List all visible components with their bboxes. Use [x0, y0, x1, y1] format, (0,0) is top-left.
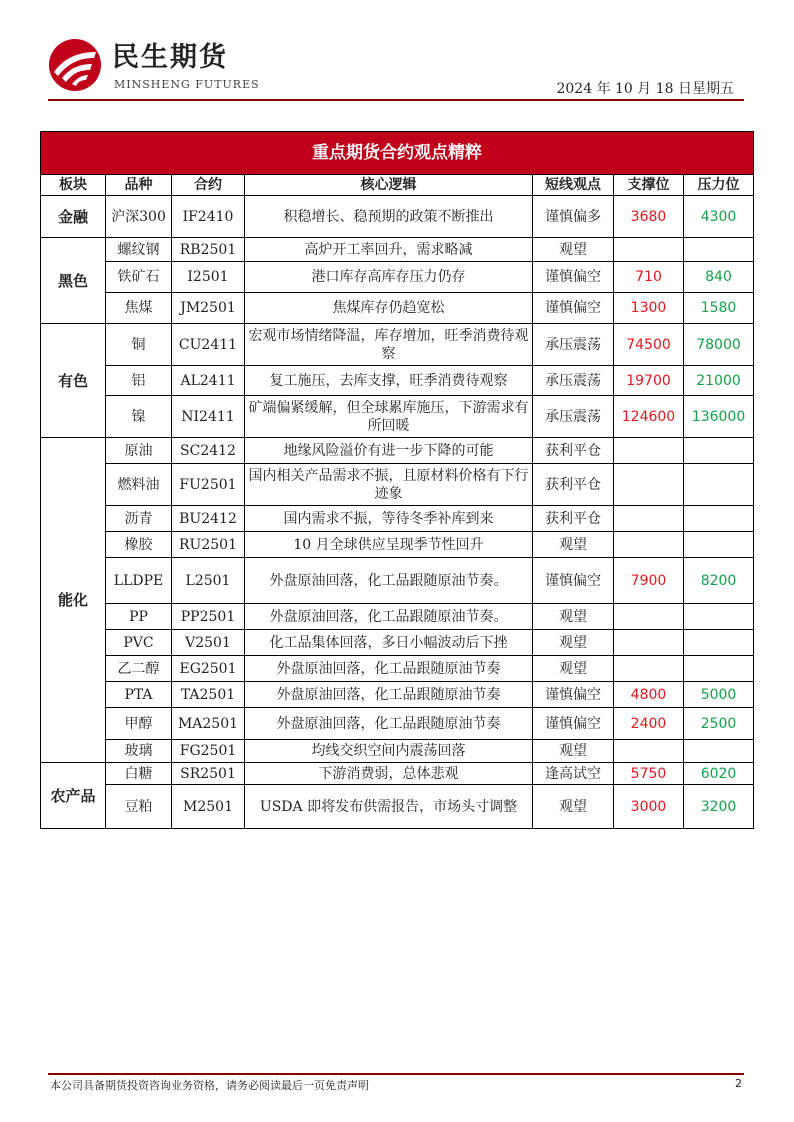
view-cell: 观望 — [533, 238, 614, 262]
resistance-cell — [684, 532, 754, 558]
support-cell: 2400 — [614, 708, 684, 740]
view-cell: 谨慎偏多 — [533, 196, 614, 238]
table-row — [41, 785, 754, 829]
resistance-cell — [684, 740, 754, 763]
resistance-cell — [684, 656, 754, 682]
logic-cell: 国内需求不振，等待冬季补库到来 — [245, 506, 533, 532]
contract-cell: V2501 — [172, 630, 245, 656]
support-cell — [614, 656, 684, 682]
minsheng-logo-icon — [48, 38, 102, 92]
contract-cell: SR2501 — [172, 763, 245, 785]
support-cell — [614, 238, 684, 262]
variety-cell: 乙二醇 — [106, 656, 172, 682]
resistance-cell: 21000 — [684, 366, 754, 396]
logic-cell: 积稳增长、稳预期的政策不断推出 — [245, 196, 533, 238]
sector-cell: 金融 — [41, 196, 106, 238]
view-cell: 获利平仓 — [533, 464, 614, 506]
view-cell: 观望 — [533, 532, 614, 558]
sector-cell: 农产品 — [41, 763, 106, 829]
table-row — [41, 506, 754, 532]
logic-cell: 外盘原油回落，化工品跟随原油节奏 — [245, 708, 533, 740]
support-cell — [614, 464, 684, 506]
sector-cell: 黑色 — [41, 238, 106, 324]
contract-cell: CU2411 — [172, 324, 245, 366]
logic-cell: 均线交织空间内震荡回落 — [245, 740, 533, 763]
footer-divider — [48, 1073, 744, 1075]
view-cell: 承压震荡 — [533, 396, 614, 438]
support-cell: 3680 — [614, 196, 684, 238]
table-row — [41, 464, 754, 506]
table-title: 重点期货合约观点精粹 — [41, 132, 754, 175]
resistance-cell — [684, 604, 754, 630]
table-row — [41, 438, 754, 464]
support-cell — [614, 506, 684, 532]
table-row — [41, 656, 754, 682]
variety-cell: 豆粕 — [106, 785, 172, 829]
resistance-cell: 78000 — [684, 324, 754, 366]
resistance-cell — [684, 464, 754, 506]
support-cell: 19700 — [614, 366, 684, 396]
column-header: 品种 — [106, 175, 172, 196]
variety-cell: 铁矿石 — [106, 262, 172, 293]
variety-cell: 铜 — [106, 324, 172, 366]
view-cell: 谨慎偏空 — [533, 293, 614, 324]
contract-cell: BU2412 — [172, 506, 245, 532]
logic-cell: 港口库存高库存压力仍存 — [245, 262, 533, 293]
variety-cell: 玻璃 — [106, 740, 172, 763]
contract-cell: NI2411 — [172, 396, 245, 438]
contract-cell: MA2501 — [172, 708, 245, 740]
view-cell: 承压震荡 — [533, 366, 614, 396]
table-header-row — [41, 175, 754, 196]
logic-cell: 高炉开工率回升，需求略减 — [245, 238, 533, 262]
view-cell: 逢高试空 — [533, 763, 614, 785]
support-cell: 74500 — [614, 324, 684, 366]
variety-cell: PTA — [106, 682, 172, 708]
logic-cell: 下游消费弱，总体悲观 — [245, 763, 533, 785]
table-row — [41, 558, 754, 604]
contract-cell: TA2501 — [172, 682, 245, 708]
resistance-cell: 8200 — [684, 558, 754, 604]
support-cell: 7900 — [614, 558, 684, 604]
logic-cell: 外盘原油回落，化工品跟随原油节奏 — [245, 656, 533, 682]
table-body — [41, 196, 754, 829]
column-header: 压力位 — [684, 175, 754, 196]
table-row — [41, 763, 754, 785]
futures-views-table — [40, 131, 754, 829]
logic-cell: 国内相关产品需求不振，且原材料价格有下行迹象 — [245, 464, 533, 506]
logic-cell: 化工品集体回落，多日小幅波动后下挫 — [245, 630, 533, 656]
resistance-cell: 6020 — [684, 763, 754, 785]
contract-cell: RU2501 — [172, 532, 245, 558]
logic-cell: 焦煤库存仍趋宽松 — [245, 293, 533, 324]
resistance-cell: 1580 — [684, 293, 754, 324]
contract-cell: SC2412 — [172, 438, 245, 464]
view-cell: 观望 — [533, 740, 614, 763]
brand-name-en: MINSHENG FUTURES — [114, 78, 260, 91]
logic-cell: USDA 即将发布供需报告，市场头寸调整 — [245, 785, 533, 829]
support-cell — [614, 532, 684, 558]
variety-cell: PVC — [106, 630, 172, 656]
contract-cell: FU2501 — [172, 464, 245, 506]
table-row — [41, 293, 754, 324]
logic-cell: 地缘风险溢价有进一步下降的可能 — [245, 438, 533, 464]
table-row — [41, 682, 754, 708]
variety-cell: 镍 — [106, 396, 172, 438]
view-cell: 获利平仓 — [533, 506, 614, 532]
variety-cell: 橡胶 — [106, 532, 172, 558]
support-cell — [614, 740, 684, 763]
view-cell: 谨慎偏空 — [533, 682, 614, 708]
resistance-cell: 4300 — [684, 196, 754, 238]
contract-cell: EG2501 — [172, 656, 245, 682]
view-cell: 谨慎偏空 — [533, 558, 614, 604]
table-row — [41, 396, 754, 438]
view-cell: 观望 — [533, 656, 614, 682]
variety-cell: 铝 — [106, 366, 172, 396]
resistance-cell — [684, 630, 754, 656]
resistance-cell: 5000 — [684, 682, 754, 708]
view-cell: 谨慎偏空 — [533, 262, 614, 293]
column-header: 核心逻辑 — [245, 175, 533, 196]
column-header: 支撑位 — [614, 175, 684, 196]
table-row — [41, 366, 754, 396]
logic-cell: 复工施压，去库支撑，旺季消费待观察 — [245, 366, 533, 396]
logic-cell: 外盘原油回落，化工品跟随原油节奏。 — [245, 558, 533, 604]
support-cell: 1300 — [614, 293, 684, 324]
table-row — [41, 604, 754, 630]
support-cell — [614, 438, 684, 464]
contract-cell: AL2411 — [172, 366, 245, 396]
view-cell: 谨慎偏空 — [533, 708, 614, 740]
view-cell: 观望 — [533, 630, 614, 656]
table-row — [41, 324, 754, 366]
variety-cell: 甲醇 — [106, 708, 172, 740]
report-date: 2024 年 10 月 18 日星期五 — [556, 81, 734, 97]
sector-cell: 能化 — [41, 438, 106, 763]
support-cell: 5750 — [614, 763, 684, 785]
support-cell: 710 — [614, 262, 684, 293]
variety-cell: 沪深300 — [106, 196, 172, 238]
resistance-cell: 136000 — [684, 396, 754, 438]
variety-cell: 白糖 — [106, 763, 172, 785]
resistance-cell — [684, 506, 754, 532]
variety-cell: 焦煤 — [106, 293, 172, 324]
support-cell — [614, 604, 684, 630]
logic-cell: 外盘原油回落，化工品跟随原油节奏。 — [245, 604, 533, 630]
column-header: 板块 — [41, 175, 106, 196]
logic-cell: 10 月全球供应呈现季节性回升 — [245, 532, 533, 558]
variety-cell: 原油 — [106, 438, 172, 464]
logic-cell: 矿端偏紧缓解，但全球累库施压，下游需求有所回暖 — [245, 396, 533, 438]
page-number: 2 — [735, 1077, 742, 1090]
view-cell: 观望 — [533, 785, 614, 829]
table-row — [41, 262, 754, 293]
contract-cell: M2501 — [172, 785, 245, 829]
contract-cell: PP2501 — [172, 604, 245, 630]
logic-cell: 宏观市场情绪降温，库存增加，旺季消费待观察 — [245, 324, 533, 366]
contract-cell: IF2410 — [172, 196, 245, 238]
table-row — [41, 740, 754, 763]
column-header: 合约 — [172, 175, 245, 196]
contract-cell: L2501 — [172, 558, 245, 604]
resistance-cell — [684, 238, 754, 262]
contract-cell: FG2501 — [172, 740, 245, 763]
variety-cell: LLDPE — [106, 558, 172, 604]
contract-cell: JM2501 — [172, 293, 245, 324]
table-row — [41, 238, 754, 262]
view-cell: 承压震荡 — [533, 324, 614, 366]
table-row — [41, 196, 754, 238]
table-row — [41, 708, 754, 740]
variety-cell: 螺纹钢 — [106, 238, 172, 262]
header-divider — [48, 99, 744, 101]
support-cell — [614, 630, 684, 656]
variety-cell: PP — [106, 604, 172, 630]
logic-cell: 外盘原油回落，化工品跟随原油节奏 — [245, 682, 533, 708]
support-cell: 3000 — [614, 785, 684, 829]
column-header: 短线观点 — [533, 175, 614, 196]
contract-cell: I2501 — [172, 262, 245, 293]
resistance-cell — [684, 438, 754, 464]
disclaimer-text: 本公司具备期货投资咨询业务资格，请务必阅读最后一页免责声明 — [50, 1079, 369, 1092]
variety-cell: 沥青 — [106, 506, 172, 532]
contract-cell: RB2501 — [172, 238, 245, 262]
brand-name-cn: 民生期货 — [112, 42, 228, 73]
table-row — [41, 532, 754, 558]
resistance-cell: 3200 — [684, 785, 754, 829]
support-cell: 4800 — [614, 682, 684, 708]
resistance-cell: 840 — [684, 262, 754, 293]
table-row — [41, 630, 754, 656]
view-cell: 观望 — [533, 604, 614, 630]
variety-cell: 燃料油 — [106, 464, 172, 506]
resistance-cell: 2500 — [684, 708, 754, 740]
view-cell: 获利平仓 — [533, 438, 614, 464]
support-cell: 124600 — [614, 396, 684, 438]
sector-cell: 有色 — [41, 324, 106, 438]
